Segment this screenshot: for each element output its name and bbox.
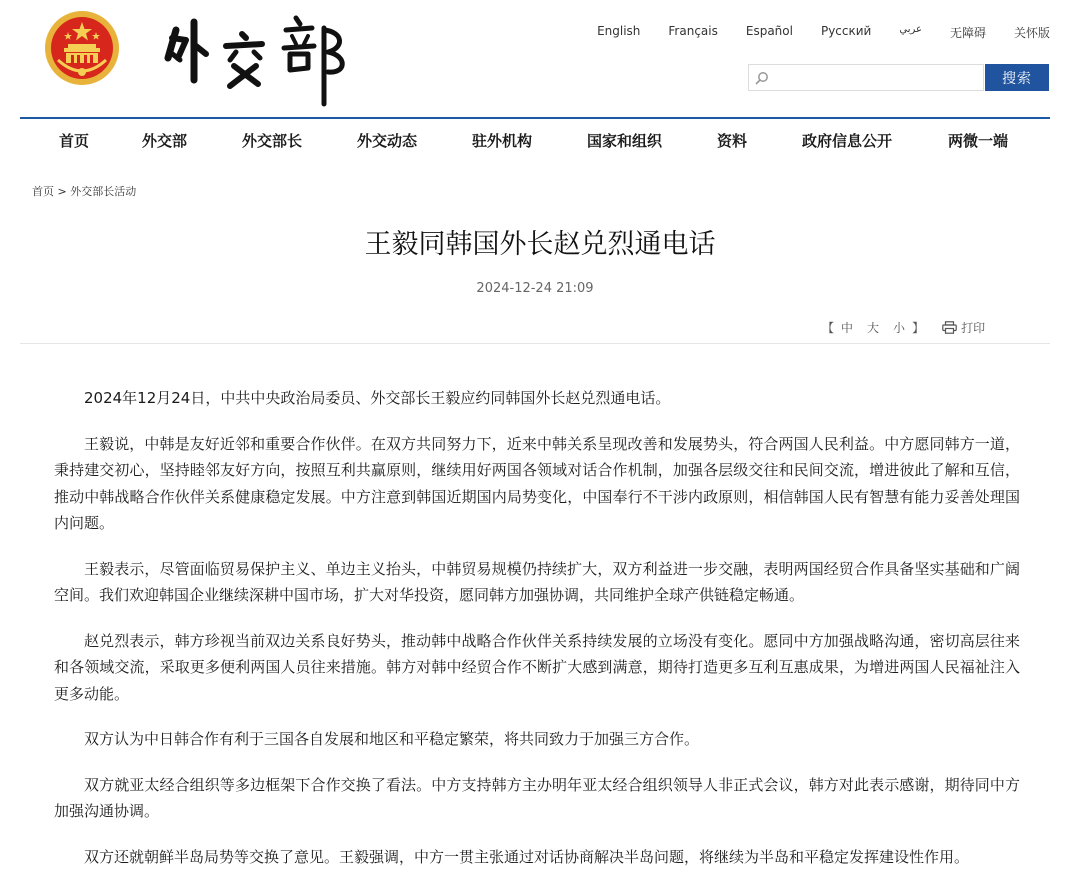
nav-item-diplomatic-news[interactable]: 外交动态: [357, 132, 418, 150]
article-paragraph: 双方还就朝鲜半岛局势等交换了意见。王毅强调，中方一贯主张通过对话协商解决半岛问题，将继续为半岛和平稳定发挥建设性作用。: [84, 847, 970, 866]
nav-item-government-info[interactable]: 政府信息公开: [802, 132, 893, 150]
nav-item-social-media[interactable]: 两微一端: [948, 132, 1009, 150]
breadcrumb-home-link[interactable]: 首页: [32, 185, 54, 198]
search-box: [748, 64, 984, 91]
ministry-calligraphy-logo[interactable]: [158, 8, 358, 108]
lang-english-link[interactable]: English: [597, 24, 641, 38]
article-body: [54, 385, 1020, 886]
national-emblem-icon[interactable]: [44, 10, 120, 86]
lang-arabic-link[interactable]: عربي: [899, 24, 922, 35]
search-bar: [748, 64, 1050, 91]
site-header: [0, 0, 1080, 118]
search-button[interactable]: 搜索: [985, 64, 1049, 91]
search-input[interactable]: [773, 67, 979, 88]
print-label: 打印: [961, 321, 986, 335]
nav-item-home[interactable]: 首页: [59, 132, 90, 150]
accessibility-link[interactable]: 无障碍: [949, 26, 986, 40]
title-divider: [20, 343, 1050, 344]
article-paragraph: 2024年12月24日，中共中央政治局委员、外交部长王毅应约同韩国外长赵兑烈通电话。: [84, 389, 671, 407]
font-size-large-button[interactable]: 大: [867, 321, 880, 335]
nav-item-minister[interactable]: 外交部长: [242, 132, 303, 150]
print-button[interactable]: [942, 319, 985, 336]
nav-item-ministry[interactable]: 外交部: [142, 132, 188, 150]
article-paragraph: 王毅说，中韩是友好近邻和重要合作伙伴。在双方共同努力下，近来中韩关系呈现改善和发展势头，符合两国人民利益。中方愿同韩方一道，秉持建交初心，坚持睦邻友好方向，按照互利共赢原则，继续用好两国各领域对话合作机制，加强各层级交往和民间交流，增进彼此了解和互信，推动中韩战略合作伙伴关系健康稳定发展。中方注意到韩国近期国内局势变化，中国奉行不干涉内政原则，相信韩国人民有智慧有能力妥善处理国内问题。: [54, 434, 1020, 532]
breadcrumb-separator: >: [57, 185, 67, 198]
article-tools: [822, 319, 985, 336]
article-date: 2024-12-24 21:09: [476, 281, 594, 296]
article-paragraph: 赵兑烈表示，韩方珍视当前双边关系良好势头，推动韩中战略合作伙伴关系持续发展的立场没有变化。愿同中方加强战略沟通，密切高层往来和各领域交流，采取更多便利两国人员往来措施。韩方对韩中经贸合作不断扩大感到满意，期待打造更多互利互惠成果，为增进两国人民福祉注入更多动能。: [54, 631, 1020, 703]
printer-icon: [942, 321, 957, 334]
font-size-small-button[interactable]: 小: [893, 321, 906, 335]
font-size-bracket-close: 】: [912, 321, 925, 335]
nav-item-missions-abroad[interactable]: 驻外机构: [472, 132, 533, 150]
article-paragraph: 王毅表示，尽管面临贸易保护主义、单边主义抬头，中韩贸易规模仍持续扩大，双方利益进一步交融，表明两国经贸合作具备坚实基础和广阔空间。我们欢迎韩国企业继续深耕中国市场，扩大对华投资，愿同韩方加强协调，共同维护全球产供链稳定畅通。: [54, 559, 1020, 604]
nav-item-resources[interactable]: 资料: [717, 132, 748, 150]
nav-item-countries-organizations[interactable]: 国家和组织: [587, 132, 663, 150]
font-size-medium-button[interactable]: 中: [841, 321, 854, 335]
search-icon: [755, 71, 769, 85]
lang-french-link[interactable]: Français: [668, 24, 718, 38]
breadcrumb-section-link[interactable]: 外交部长活动: [70, 185, 137, 198]
language-links: [569, 24, 1050, 41]
article-title: 王毅同韩国外长赵兑烈通电话: [364, 229, 716, 260]
lang-spanish-link[interactable]: Español: [745, 24, 793, 38]
article-paragraph: 双方认为中日韩合作有利于三国各自发展和地区和平稳定繁荣，将共同致力于加强三方合作。: [84, 730, 700, 748]
main-nav: [20, 119, 1050, 161]
elderly-care-version-link[interactable]: 关怀版: [1013, 26, 1050, 40]
lang-russian-link[interactable]: Русский: [820, 24, 872, 38]
breadcrumb: [32, 183, 136, 199]
article-paragraph: 双方就亚太经合组织等多边框架下合作交换了看法。中方支持韩方主办明年亚太经合组织领导人非正式会议，韩方对此表示感谢，期待同中方加强沟通协调。: [54, 775, 1020, 820]
font-size-bracket-open: 【: [822, 321, 835, 335]
